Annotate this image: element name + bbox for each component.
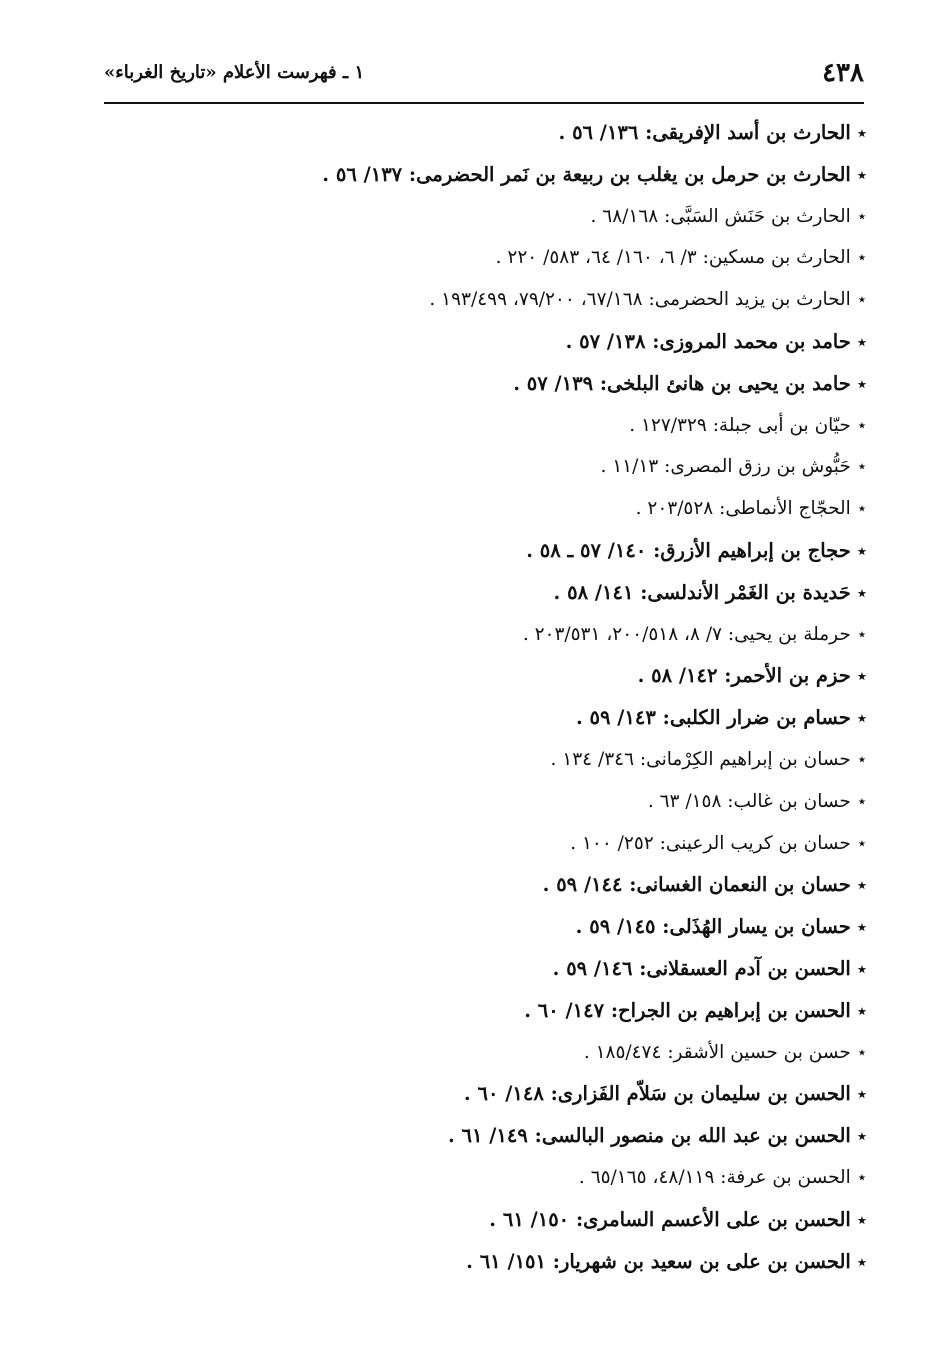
index-entry bbox=[246, 112, 866, 154]
index-entry bbox=[246, 990, 866, 1032]
page-number: ٤٣٨ bbox=[822, 58, 864, 88]
index-entry bbox=[246, 363, 866, 405]
index-entry bbox=[246, 614, 866, 656]
entry-text: الحارث بن حرمل بن يغلب بن ربيعة بن نَمر الحضرمى: ١٣٧/ ٥٦ . bbox=[322, 162, 851, 186]
entry-text: الحارث بن مسكين: ٣/ ٦، ١٦٠/ ٦٤، ٥٨٣/ ٢٢٠ . bbox=[495, 247, 851, 269]
asterisk-bullet-icon: ٭ bbox=[857, 583, 866, 602]
index-entry bbox=[246, 279, 866, 321]
entry-text: الحسن بن عرفة: ٤٨/١١٩، ٦٥/١٦٥ . bbox=[578, 1166, 851, 1188]
entry-text: الحجّاج الأنماطى: ٢٠٣/٥٢٨ . bbox=[635, 498, 851, 520]
index-entry bbox=[246, 655, 866, 697]
entry-text: حيّان بن أبى جبلة: ١٢٧/٣٢٩ . bbox=[629, 414, 851, 436]
asterisk-bullet-icon: ٭ bbox=[857, 332, 866, 351]
asterisk-bullet-icon: ٭ bbox=[857, 1127, 866, 1146]
entry-text: الحسن بن سليمان بن سَلاّم الفَزارى: ١٤٨/ ٦٠ . bbox=[463, 1082, 851, 1106]
index-entry bbox=[246, 572, 866, 614]
asterisk-bullet-icon: ٭ bbox=[857, 667, 866, 686]
asterisk-bullet-icon: ٭ bbox=[857, 124, 866, 142]
entry-text: الحسن بن عبد الله بن منصور البالسى: ١٤٩/ ٦١ . bbox=[447, 1124, 851, 1148]
index-entry bbox=[246, 823, 866, 865]
entry-text: الحسن بن على بن سعيد بن شهريار: ١٥١/ ٦١ . bbox=[466, 1249, 851, 1273]
index-entry bbox=[246, 1157, 866, 1199]
header-rule bbox=[104, 102, 864, 104]
index-entry bbox=[246, 697, 866, 739]
asterisk-bullet-icon: ٭ bbox=[857, 1001, 866, 1020]
asterisk-bullet-icon: ٭ bbox=[857, 1210, 866, 1229]
asterisk-bullet-icon: ٭ bbox=[857, 290, 866, 309]
entry-text: حسن بن حسين الأشقر: ١٨٥/٤٧٤ . bbox=[583, 1041, 851, 1063]
asterisk-bullet-icon: ٭ bbox=[857, 374, 866, 393]
asterisk-bullet-icon: ٭ bbox=[857, 457, 866, 476]
index-entry bbox=[246, 237, 866, 279]
entry-text: الحسن بن على الأعسم السامرى: ١٥٠/ ٦١ . bbox=[489, 1207, 851, 1231]
asterisk-bullet-icon: ٭ bbox=[857, 918, 866, 937]
entry-text: الحارث بن حَنَش السَبَّى: ٦٨/١٦٨ . bbox=[590, 205, 851, 227]
index-entry bbox=[246, 781, 866, 823]
index-entry bbox=[246, 1241, 866, 1283]
entry-text: حامد بن يحيى بن هانئ البلخى: ١٣٩/ ٥٧ . bbox=[513, 371, 851, 395]
index-entry bbox=[246, 906, 866, 948]
index-entry bbox=[246, 739, 866, 781]
running-title: ١ ـ فهرست الأعلام «تاريخ الغرباء» bbox=[104, 62, 365, 83]
asterisk-bullet-icon: ٭ bbox=[857, 1252, 866, 1271]
page-header bbox=[104, 52, 864, 104]
asterisk-bullet-icon: ٭ bbox=[857, 709, 866, 728]
asterisk-bullet-icon: ٭ bbox=[857, 1085, 866, 1104]
asterisk-bullet-icon: ٭ bbox=[857, 248, 866, 267]
entry-text: حامد بن محمد المروزى: ١٣٨/ ٥٧ . bbox=[565, 329, 851, 353]
entry-text: حجاج بن إبراهيم الأزرق: ١٤٠/ ٥٧ ـ ٥٨ . bbox=[526, 538, 851, 562]
index-entry bbox=[246, 321, 866, 363]
index-entry bbox=[246, 1199, 866, 1241]
index-entry bbox=[246, 1115, 866, 1157]
asterisk-bullet-icon: ٭ bbox=[857, 415, 866, 434]
entry-text: حسان بن كريب الرعينى: ٢٥٢/ ١٠٠ . bbox=[570, 832, 851, 854]
entry-text: حرملة بن يحيى: ٧/ ٨، ٢٠٠/٥١٨، ٢٠٣/٥٣١ . bbox=[522, 623, 851, 645]
entry-text: الحسن بن آدم العسقلانى: ١٤٦/ ٥٩ . bbox=[552, 956, 851, 980]
asterisk-bullet-icon: ٭ bbox=[857, 499, 866, 518]
asterisk-bullet-icon: ٭ bbox=[857, 791, 866, 810]
entry-text: حسان بن إبراهيم الكِرْمانى: ٣٤٦/ ١٣٤ . bbox=[550, 748, 851, 770]
index-entry bbox=[246, 1073, 866, 1115]
index-entry bbox=[246, 530, 866, 572]
index-entries-list bbox=[246, 112, 866, 1282]
entry-text: حسان بن النعمان الغسانى: ١٤٤/ ٥٩ . bbox=[542, 873, 851, 897]
asterisk-bullet-icon: ٭ bbox=[857, 1042, 866, 1061]
index-entry bbox=[246, 1032, 866, 1074]
asterisk-bullet-icon: ٭ bbox=[857, 165, 866, 184]
index-entry bbox=[246, 864, 866, 906]
asterisk-bullet-icon: ٭ bbox=[857, 959, 866, 978]
entry-text: الحارث بن أسد الإفريقى: ١٣٦/ ٥٦ . bbox=[558, 121, 851, 144]
entry-text: حسان بن يسار الهُذَلى: ١٤٥/ ٥٩ . bbox=[575, 915, 851, 939]
asterisk-bullet-icon: ٭ bbox=[857, 833, 866, 852]
entry-text: حَبُّوش بن رزق المصرى: ١١/١٣ . bbox=[600, 456, 851, 478]
asterisk-bullet-icon: ٭ bbox=[857, 624, 866, 643]
entry-text: الحارث بن يزيد الحضرمى: ٦٧/١٦٨، ٧٩/٢٠٠، ١٩٣/٤٩٩ . bbox=[429, 289, 851, 311]
entry-text: الحسن بن إبراهيم بن الجراح: ١٤٧/ ٦٠ . bbox=[524, 998, 851, 1022]
asterisk-bullet-icon: ٭ bbox=[857, 749, 866, 768]
index-entry bbox=[246, 948, 866, 990]
asterisk-bullet-icon: ٭ bbox=[857, 206, 866, 225]
entry-text: حسام بن ضرار الكلبى: ١٤٣/ ٥٩ . bbox=[575, 706, 851, 730]
index-entry bbox=[246, 446, 866, 488]
index-entry bbox=[246, 196, 866, 238]
index-entry bbox=[246, 154, 866, 196]
entry-text: حزم بن الأحمر: ١٤٢/ ٥٨ . bbox=[637, 664, 851, 688]
asterisk-bullet-icon: ٭ bbox=[857, 876, 866, 895]
asterisk-bullet-icon: ٭ bbox=[857, 1167, 866, 1186]
asterisk-bullet-icon: ٭ bbox=[857, 541, 866, 560]
entry-text: حسان بن غالب: ١٥٨/ ٦٣ . bbox=[647, 790, 851, 812]
entry-text: حَديدة بن الغَمْر الأندلسى: ١٤١/ ٥٨ . bbox=[553, 580, 851, 604]
index-entry bbox=[246, 488, 866, 530]
index-entry bbox=[246, 405, 866, 447]
